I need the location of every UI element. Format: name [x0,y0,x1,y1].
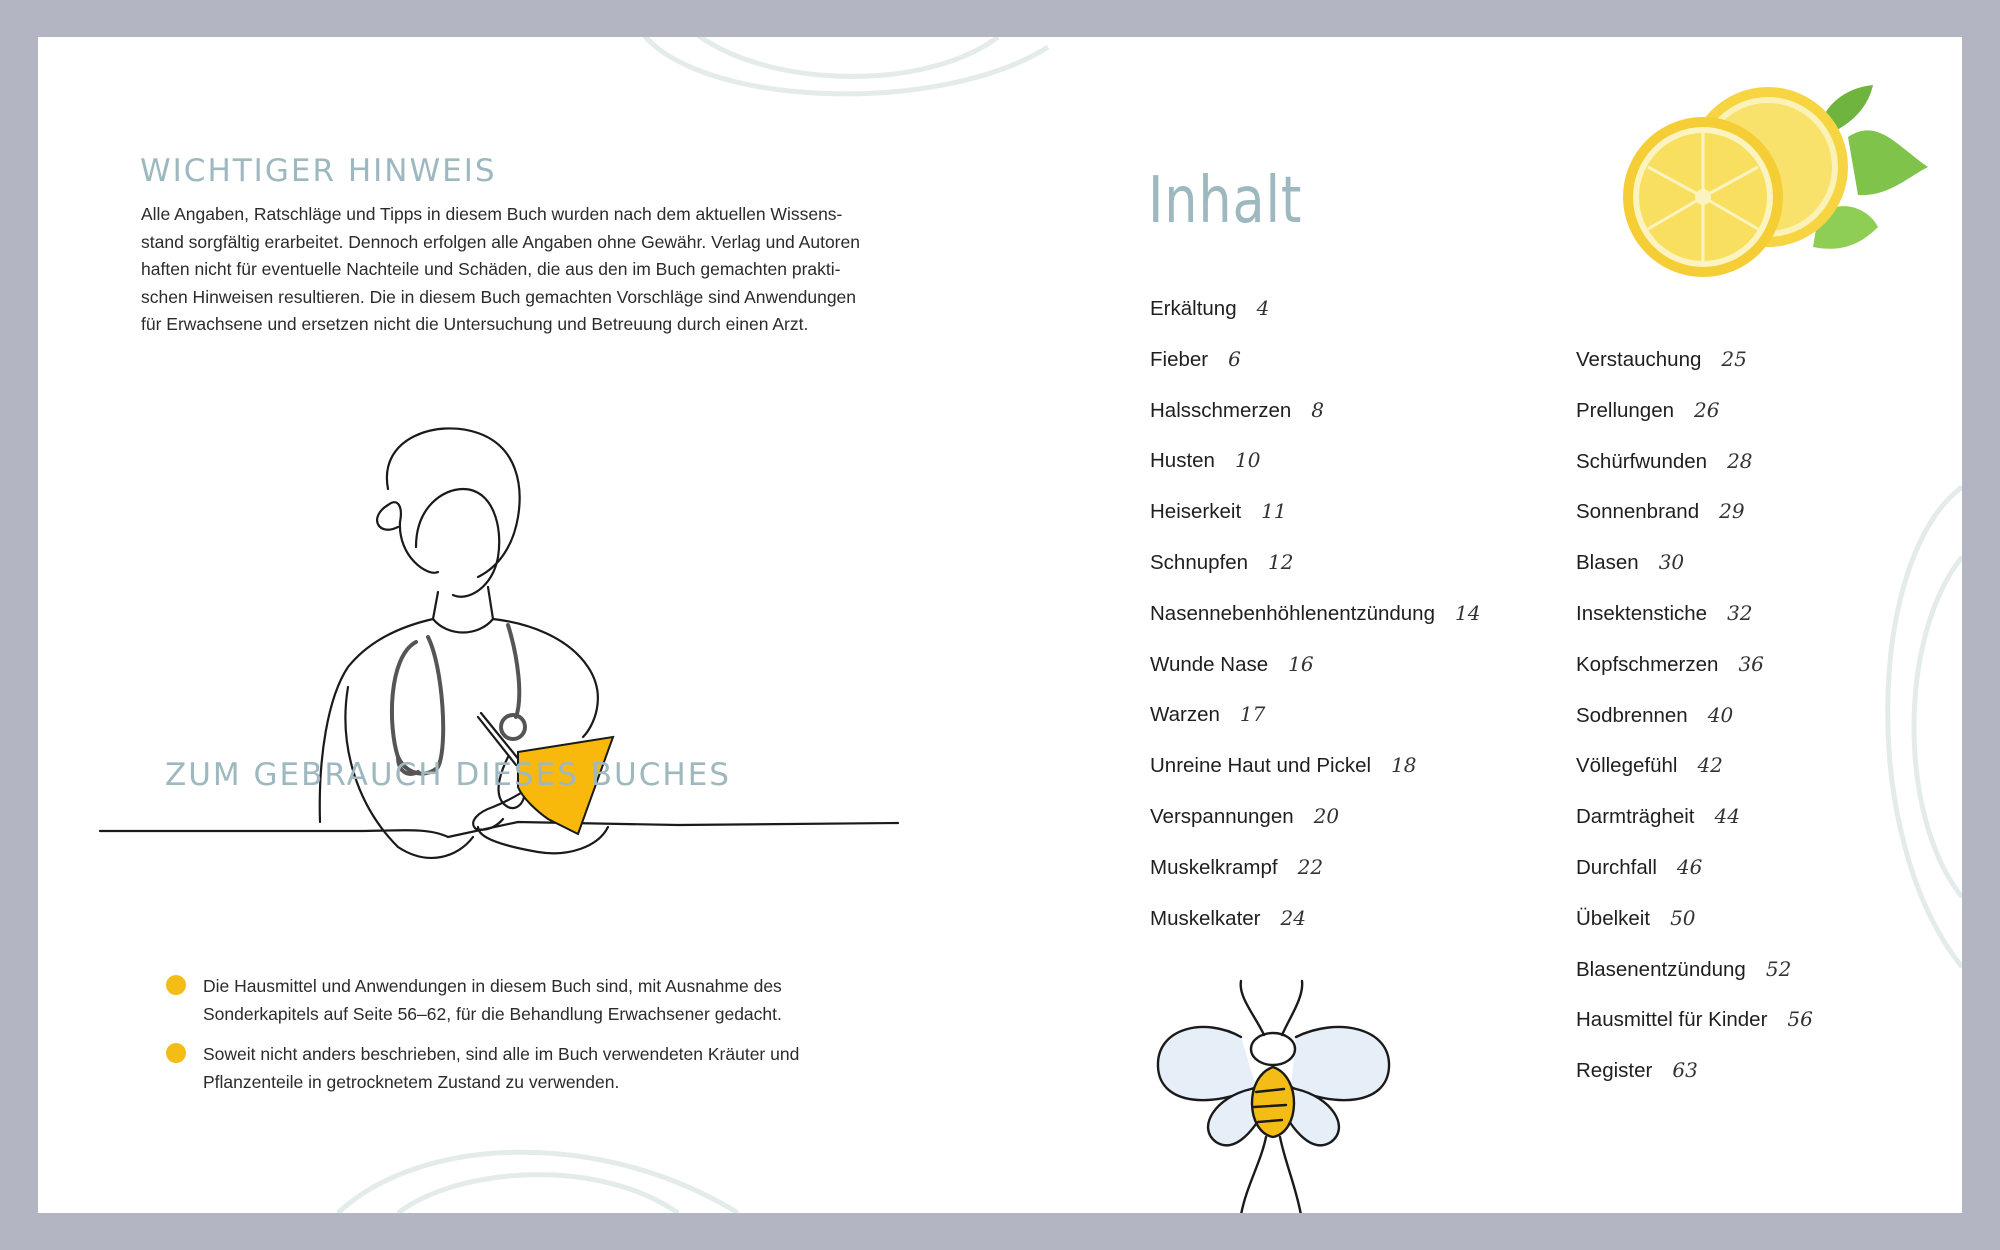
toc-entry-label: Hausmittel für Kinder [1576,1008,1768,1032]
toc-entry [1150,296,1480,347]
toc-entry-label: Schnupfen [1150,550,1249,574]
toc-entry-page: 22 [1297,854,1324,879]
hinweis-line: Alle Angaben, Ratschläge und Tipps in diesem Buch wurden nach dem aktuellen Wissens- [141,204,843,224]
toc-entry-label: Prellungen [1576,398,1675,422]
toc-entry-label: Muskelkrampf [1150,855,1278,879]
toc-entry-label: Nasennebenhöhlenentzündung [1150,601,1435,625]
toc-entry-page: 10 [1234,448,1261,473]
toc-entry-label: Muskelkater [1150,906,1261,930]
toc-entry-page: 56 [1787,1007,1813,1032]
toc-entry [1576,906,1813,957]
toc-entry-label: Sonnenbrand [1576,500,1700,524]
toc-entry [1576,1058,1813,1109]
toc-entry-label: Blasen [1576,551,1639,575]
toc-entry [1150,347,1480,398]
toc-entry-label: Wunde Nase [1150,652,1269,676]
toc-entry [1150,601,1480,652]
toc-entry-page: 17 [1239,702,1266,727]
list-item-line: Sonderkapitels auf Seite 56–62, für die Behandlung Erwachsener gedacht. [203,1004,782,1024]
hinweis-line: für Erwachsene und ersetzen nicht die Untersuchung und Betreuung durch einen Arzt. [141,314,809,334]
list-item-line: Pflanzenteile in getrocknetem Zustand zu verwenden. [203,1072,620,1092]
toc-entry [1576,449,1813,500]
toc-entry [1576,398,1813,449]
toc-entry-label: Husten [1150,449,1215,473]
toc-entry-page: 18 [1391,753,1417,778]
toc-entry-label: Erkältung [1150,297,1237,320]
toc-entry-page: 42 [1697,753,1723,778]
toc-entry-label: Warzen [1150,703,1220,727]
toc-entry-page: 20 [1313,803,1340,828]
hinweis-heading: WICHTIGER HINWEIS [140,153,497,189]
toc-entry-page: 36 [1738,651,1764,676]
toc-entry-label: Darmträgheit [1576,805,1695,829]
toc-entry-page: 24 [1280,905,1306,930]
toc-entry-label: Durchfall [1576,855,1657,879]
toc-entry-page: 26 [1694,397,1720,422]
bullet-dot-icon [166,975,186,995]
toc-entry-page: 8 [1311,397,1325,422]
toc-entry [1576,347,1813,398]
toc-title: Inhalt [1148,164,1303,238]
bullet-dot-icon [166,1043,186,1063]
toc-entry-page: 6 [1228,346,1241,371]
toc-entry-label: Halsschmerzen [1150,398,1292,422]
book-spread [38,37,1962,1213]
toc-entry-page: 52 [1765,956,1792,981]
toc-entry-label: Verstauchung [1576,348,1702,371]
toc-entry-label: Unreine Haut und Pickel [1150,754,1372,778]
toc-entry [1150,804,1480,855]
toc-entry-page: 44 [1714,804,1740,829]
toc-entry-page: 32 [1727,600,1753,625]
toc-entry-page: 30 [1658,550,1685,575]
lemon-slices-icon [1618,77,1938,307]
hinweis-line: schen Hinweisen resultieren. Die in diesem Buch gemachten Vorschläge sind Anwendungen [141,286,857,307]
toc-entry-label: Verspannungen [1150,804,1294,828]
toc-entry [1150,906,1480,957]
toc-entry-label: Kopfschmerzen [1576,652,1719,676]
bee-line-art-icon [1146,977,1406,1213]
hinweis-line: haften nicht für eventuelle Nachteile und Schäden, die aus den im Buch gemachten prakti- [141,259,841,279]
toc-entry [1150,550,1480,601]
toc-entry-page: 25 [1721,347,1747,371]
doctor-line-art-icon [98,427,938,897]
toc-entry-page: 50 [1670,905,1696,930]
toc-entry-label: Insektenstiche [1576,601,1708,625]
toc-entry-label: Fieber [1150,347,1209,371]
toc-entry-page: 63 [1672,1058,1698,1083]
toc-entry [1576,804,1813,855]
list-item-line: Die Hausmittel und Anwendungen in diesem Buch sind, mit Ausnahme des [203,976,782,996]
toc-entry-page: 28 [1727,448,1753,473]
toc-entry [1576,652,1813,703]
toc-entry-label: Übelkeit [1576,906,1651,930]
gebrauch-list [166,972,866,1108]
toc-entry-label: Schürfwunden [1576,449,1708,473]
toc-entry-page: 12 [1268,549,1294,574]
toc-entry-page: 11 [1261,499,1287,524]
toc-entry [1576,957,1813,1008]
toc-entry [1576,703,1813,754]
toc-entry [1576,855,1813,906]
list-item [166,972,866,1028]
toc-entry [1576,1007,1813,1058]
hinweis-line: stand sorgfältig erarbeitet. Dennoch erfolgen alle Angaben ohne Gewähr. Verlag und Autoren [141,231,860,252]
toc-entry-page: 4 [1256,296,1270,320]
gebrauch-heading: ZUM GEBRAUCH DIESES BUCHES [165,757,731,793]
toc-right-column [1576,347,1813,1109]
toc-left-column [1150,296,1480,956]
toc-entry [1150,702,1480,753]
toc-entry-page: 14 [1454,600,1481,625]
toc-entry [1576,753,1813,804]
toc-entry-page: 46 [1676,854,1703,879]
toc-entry-label: Völlegefühl [1576,754,1678,778]
list-item [166,1040,866,1096]
toc-entry [1150,855,1480,906]
toc-entry-page: 40 [1707,702,1734,727]
toc-entry-page: 16 [1288,651,1314,676]
toc-entry-label: Blasenentzündung [1576,957,1746,981]
list-item-line: Soweit nicht anders beschrieben, sind alle im Buch verwendeten Kräuter und [203,1044,800,1064]
toc-entry [1150,499,1480,550]
toc-entry-label: Register [1576,1059,1653,1083]
hinweis-text [141,201,860,339]
toc-entry [1150,753,1480,804]
toc-entry-label: Heiserkeit [1150,500,1242,524]
toc-entry-label: Sodbrennen [1576,703,1688,727]
toc-entry [1150,398,1480,449]
toc-entry [1576,499,1813,550]
toc-entry [1576,550,1813,601]
toc-entry-page: 29 [1719,499,1745,524]
toc-entry [1576,601,1813,652]
toc-entry [1150,652,1480,703]
toc-entry [1150,448,1480,499]
